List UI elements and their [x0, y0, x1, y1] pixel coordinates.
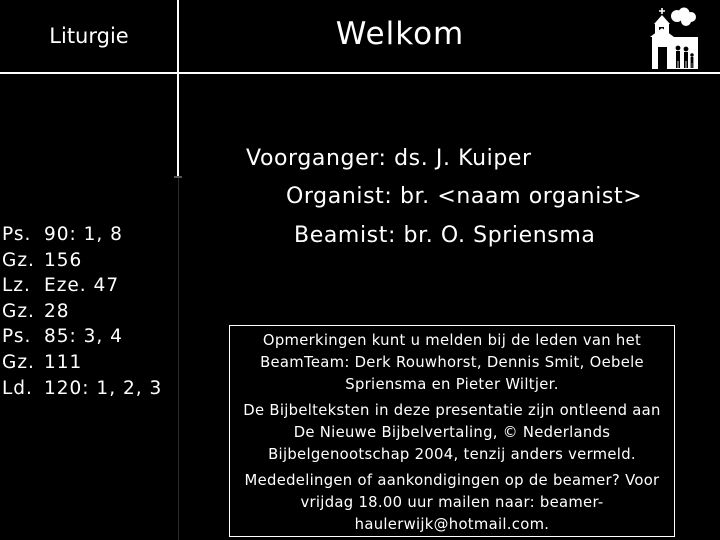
liturgy-reference: Eze. 47: [44, 275, 120, 297]
liturgy-item: [2, 273, 162, 299]
announcements-text: Mededelingen of aankondigingen op de beamer? Voor vrijdag 18.00 uur mailen naar: beamer-haulerwijk@hotmail.com.: [244, 472, 660, 533]
divider-tick: [174, 176, 182, 178]
liturgy-reference: 111: [44, 351, 83, 373]
info-box: [229, 325, 675, 537]
organist-line: Organist: br. <naam organist>: [286, 184, 643, 209]
liturgy-title: Liturgie: [49, 24, 129, 48]
liturgy-reference: 28: [44, 300, 70, 322]
liturgy-book: Ld.: [2, 377, 33, 399]
voorganger-line: Voorganger: ds. J. Kuiper: [246, 146, 532, 171]
church-with-family-icon: [646, 4, 704, 70]
liturgy-book: Lz.: [2, 275, 31, 297]
liturgy-reference: 90: 1, 8: [44, 224, 123, 245]
liturgy-item: [2, 350, 162, 376]
liturgy-item: [2, 299, 162, 325]
remarks-text: Opmerkingen kunt u melden bij de leden van het BeamTeam: Derk Rouwhorst, Dennis Smit, Oebele Spriensma en Pieter Wiltjer.: [260, 332, 644, 393]
header-divider: [0, 72, 720, 74]
liturgy-reference: 120: 1, 2, 3: [44, 377, 163, 399]
liturgy-book: Ps.: [2, 224, 32, 245]
liturgy-book: Gz.: [2, 351, 35, 373]
liturgy-item: [2, 248, 162, 274]
liturgy-reference: 156: [44, 249, 83, 271]
liturgy-reference: 85: 3, 4: [44, 326, 123, 348]
liturgy-book: Gz.: [2, 300, 35, 322]
column-divider-faint: [178, 178, 179, 540]
liturgy-book: Ps.: [2, 326, 32, 348]
liturgy-book: Gz.: [2, 249, 35, 271]
beamist-line: Beamist: br. O. Spriensma: [294, 223, 596, 248]
liturgy-item: [2, 324, 162, 350]
liturgy-item: [2, 376, 162, 402]
welcome-title: Welkom: [335, 16, 465, 52]
bible-translation-text: De Bijbelteksten in deze presentatie zijn ontleend aan De Nieuwe Bijbelvertaling, © Nederlands Bijbelgenootschap 2004, tenzij anders vermeld.: [243, 402, 661, 463]
liturgy-item: [2, 222, 162, 248]
liturgy-list: [2, 222, 162, 401]
